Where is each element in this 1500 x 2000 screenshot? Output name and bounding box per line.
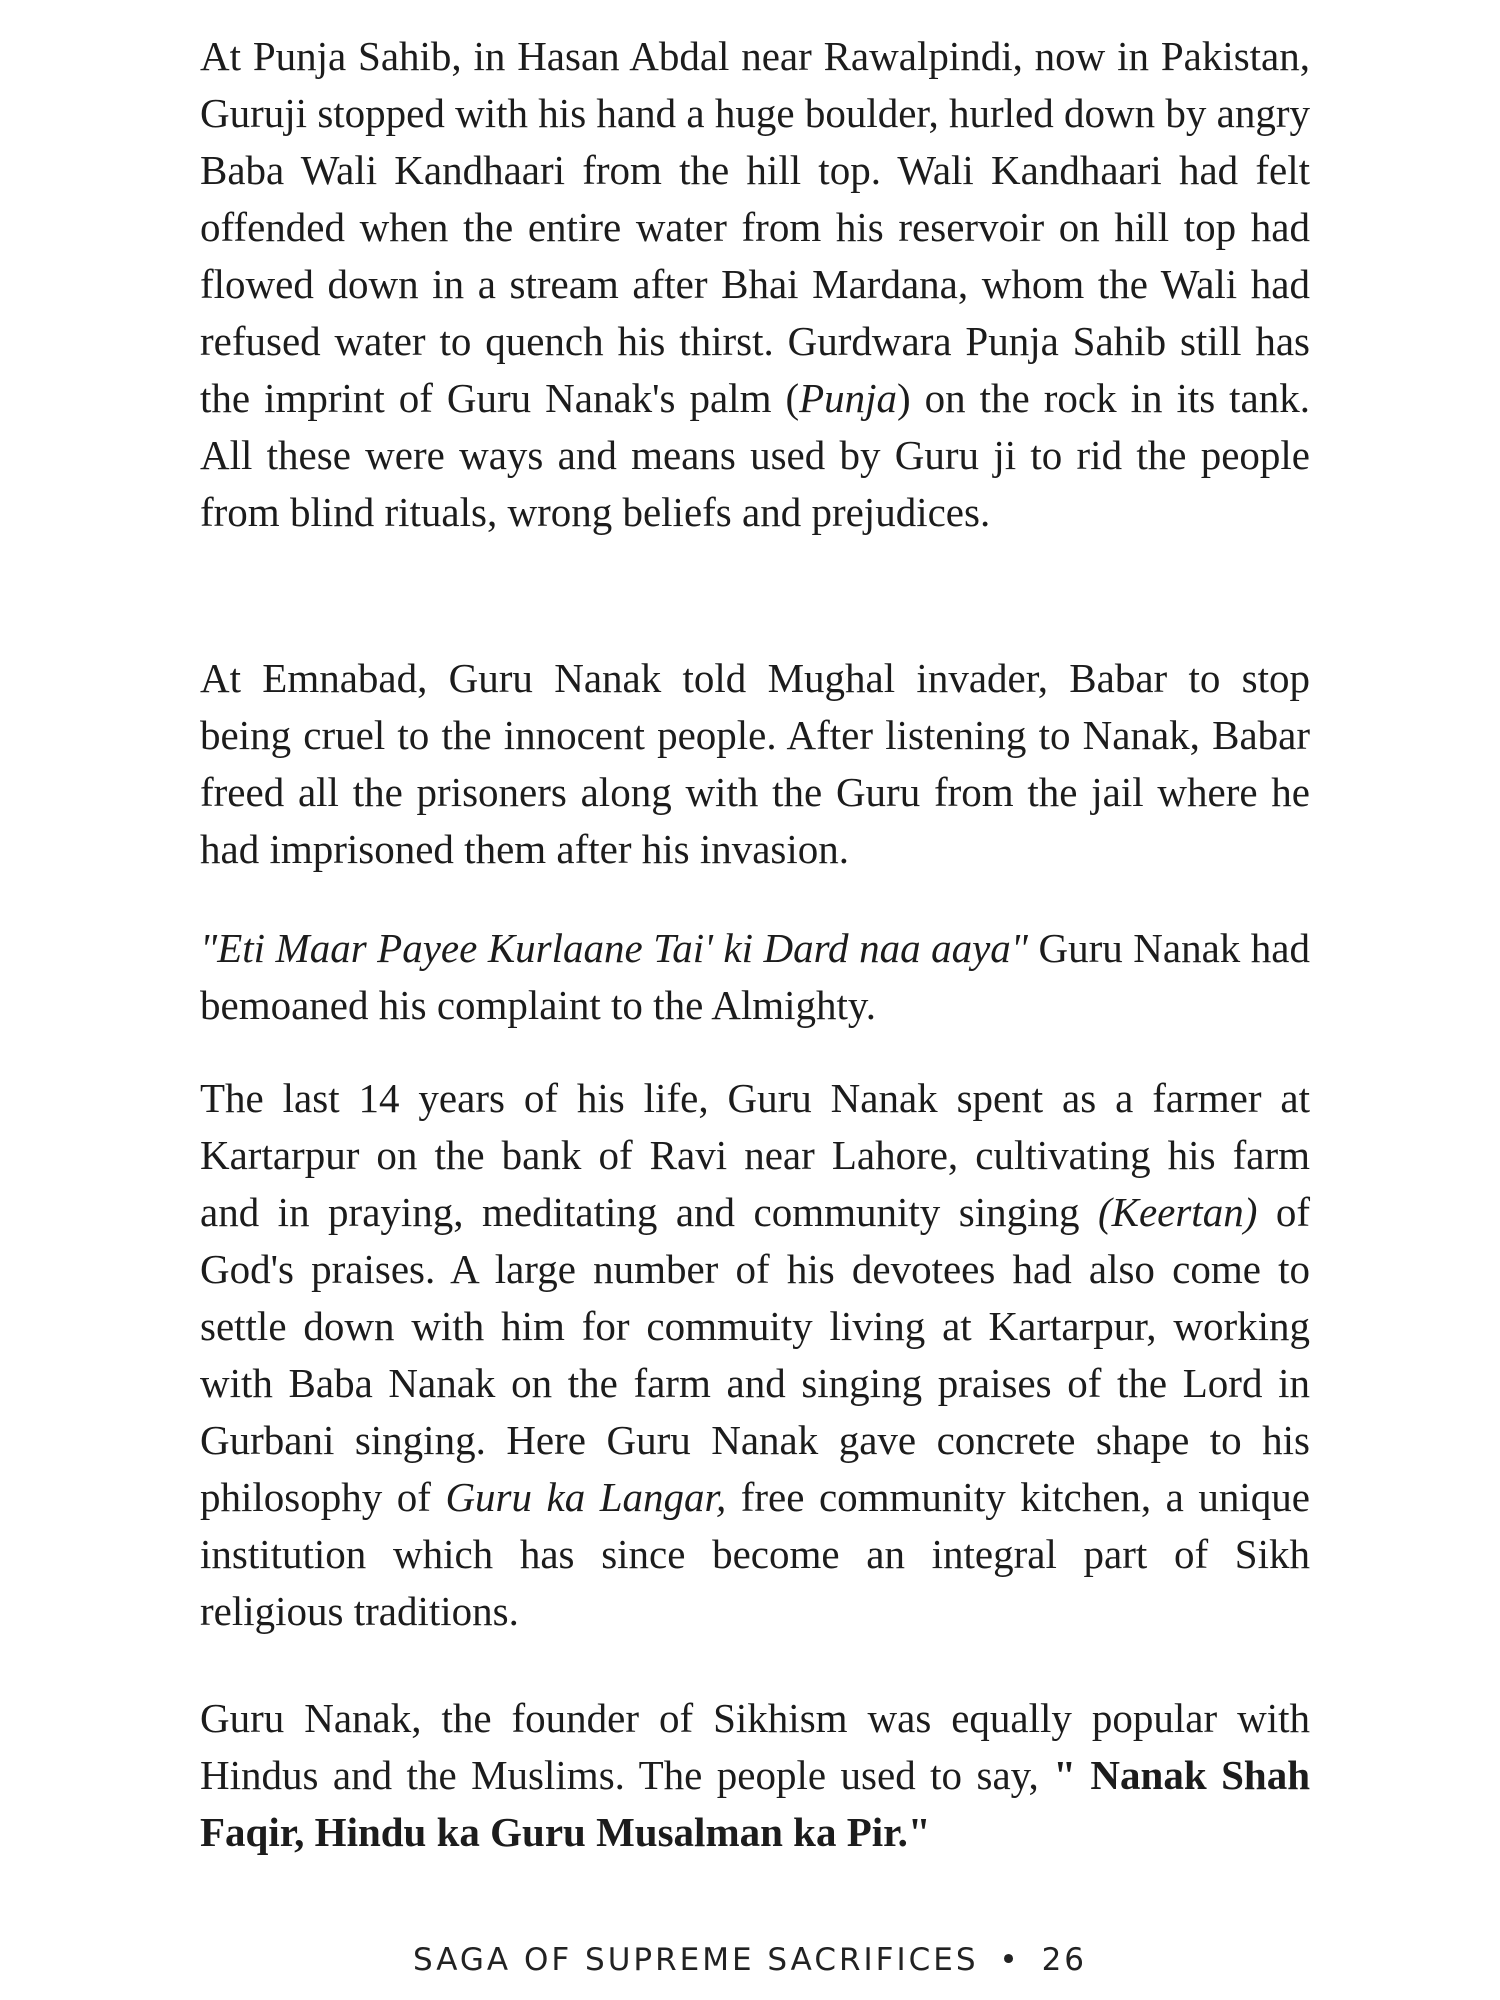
page-footer (0, 1942, 1500, 1978)
paragraph-text (200, 28, 1310, 541)
book-title: SAGA OF SUPREME SACRIFICES (412, 1942, 979, 1978)
paragraph-punja-sahib (200, 28, 1310, 541)
paragraph-text (200, 920, 1310, 1034)
paragraph-kartarpur (200, 1070, 1310, 1640)
paragraph-emnabad (200, 650, 1310, 878)
text-run: The last 14 years of his life, Guru Nanak spent as a farmer at Kartarpur on the bank of Ravi near Lahore, cultivating his farm and in praying, meditating and community singing (200, 1075, 1310, 1235)
paragraph-founder (200, 1690, 1310, 1861)
italic-quote: "Eti Maar Payee Kurlaane Tai' ki Dard naa aaya" (200, 925, 1028, 971)
text-run: ) on the rock in its tank. All these were ways and means used by Guru ji to rid the people from blind rituals, wrong beliefs and prejudices. (200, 375, 1311, 535)
paragraph-text (200, 1690, 1310, 1861)
paragraph-quote (200, 920, 1310, 1034)
bold-quote: " Nanak Shah Faqir, Hindu ka Guru Musalman ka Pir." (200, 1752, 1310, 1855)
text-run: free community kitchen, a unique institution which has since become an integral part of Sikh religious traditions. (200, 1474, 1310, 1634)
italic-term: Punja (799, 375, 898, 421)
paragraph-text (200, 1070, 1310, 1640)
text-run: Guru Nanak had bemoaned his complaint to the Almighty. (200, 925, 1310, 1028)
italic-term: (Keertan) (1097, 1189, 1258, 1235)
italic-term: Guru ka Langar, (445, 1474, 727, 1520)
paragraph-text: At Emnabad, Guru Nanak told Mughal invader, Babar to stop being cruel to the innocent people. After listening to Nanak, Babar freed all the prisoners along with the Guru from the jail where he had imprisoned them after his invasion. (200, 655, 1310, 872)
text-run: At Punja Sahib, in Hasan Abdal near Rawalpindi, now in Pakistan, Guruji stopped with his hand a huge boulder, hurled down by angry Baba Wali Kandhaari from the hill top. Wali Kandhaari had felt offended when the entire water from his reservoir on hill top had flowed down in a stream after Bhai Mardana, whom the Wali had refused water to quench his thirst. Gurdwara Punja Sahib still has the imprint of Guru Nanak's palm ( (200, 33, 1310, 421)
text-run: of God's praises. A large number of his devotees had also come to settle down with him for commuity living at Kartarpur, working with Baba Nanak on the farm and singing praises of the Lord in Gurbani singing. Here Guru Nanak gave concrete shape to his philosophy of (200, 1189, 1310, 1520)
page-number: 26 (1041, 1942, 1088, 1978)
text-run: Guru Nanak, the founder of Sikhism was equally popular with Hindus and the Muslims. The people used to say, (200, 1695, 1310, 1798)
separator-dot: • (999, 1942, 1021, 1978)
